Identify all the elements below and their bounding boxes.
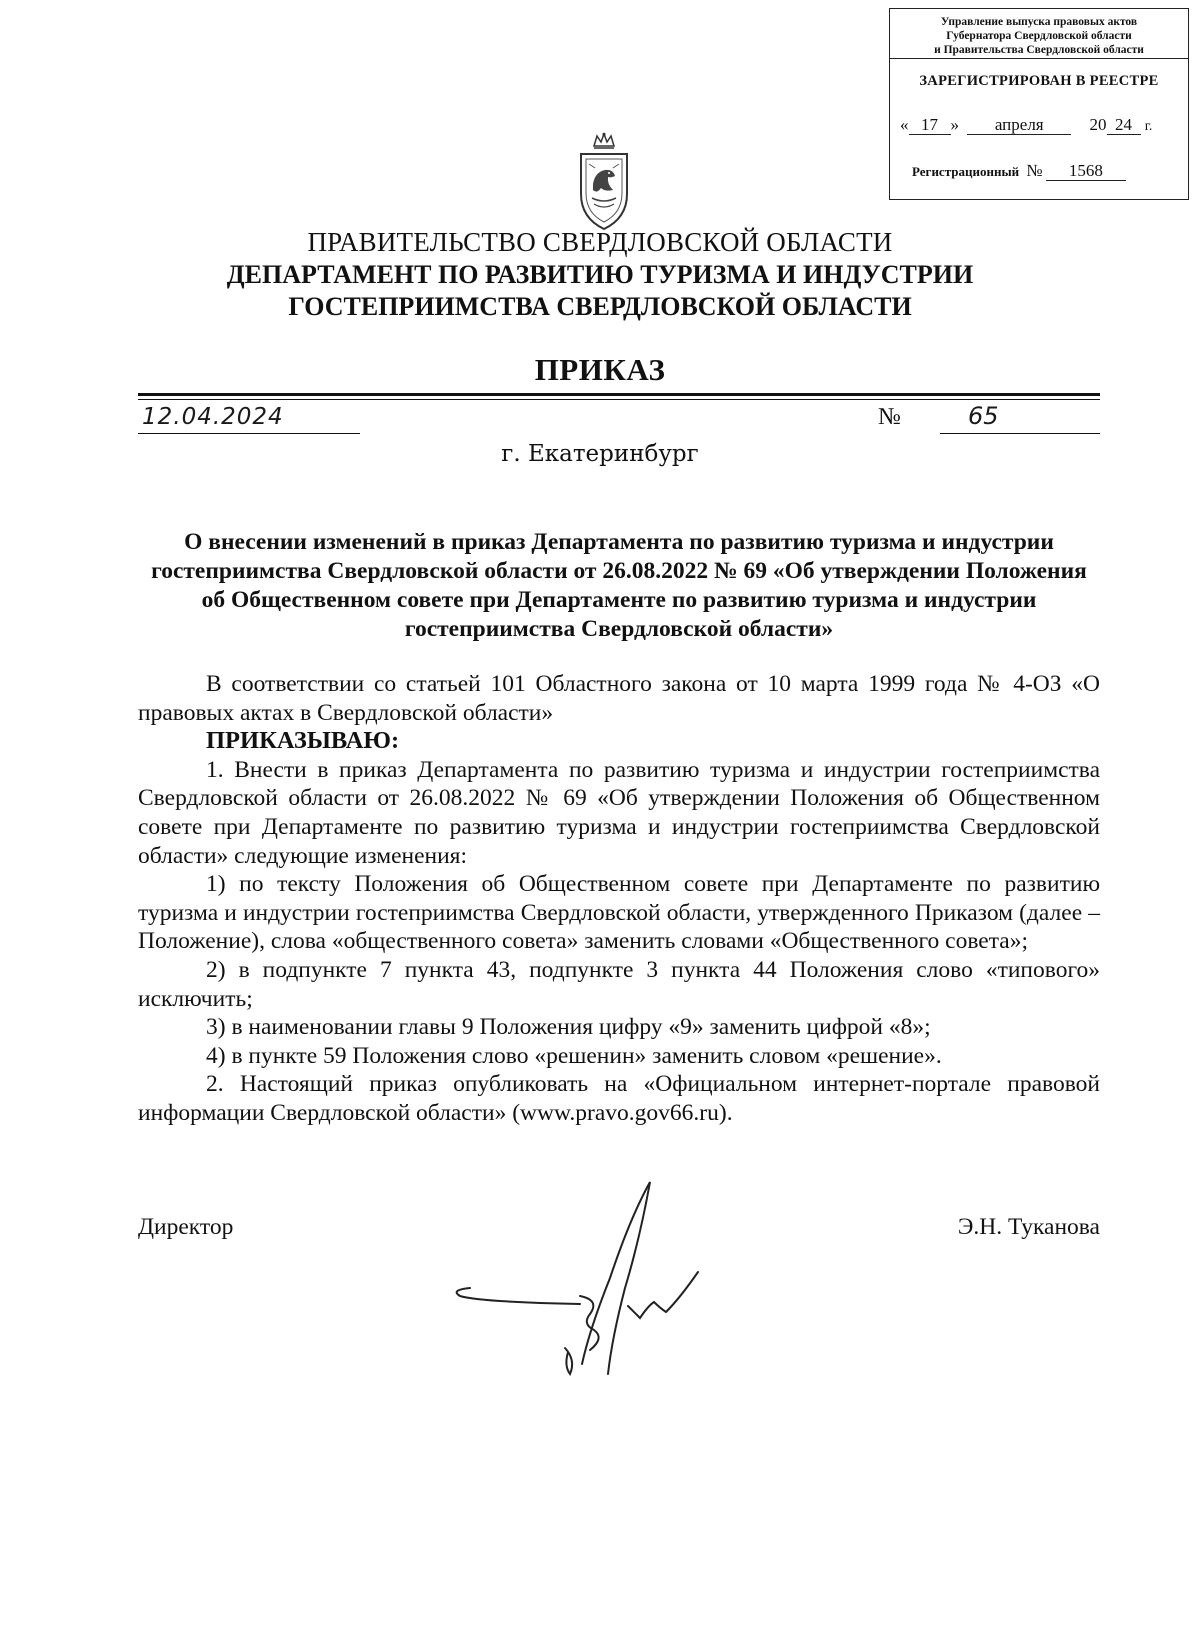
order-word: ПРИКАЗЫВАЮ: bbox=[206, 727, 400, 755]
item-1-subitem-1: 1) по тексту Положения об Общественном совете при Департаменте по развитию туризма и индустрии гостеприимства Свердловской области, утвержденного Приказом (далее – Положение), слова «общественного совета» заменить словами «Общественного совета»; bbox=[138, 871, 1100, 955]
department-title-line1: ДЕПАРТАМЕНТ ПО РАЗВИТИЮ ТУРИЗМА И ИНДУСТРИИ bbox=[226, 260, 974, 289]
stamp-number bbox=[912, 161, 1126, 181]
order-number-handwritten: 65 bbox=[968, 402, 999, 430]
stamp-registered-label: ЗАРЕГИСТРИРОВАН В РЕЕСТРЕ bbox=[919, 73, 1159, 89]
stamp-header bbox=[890, 9, 1188, 59]
stamp-header-line: Губернатора Свердловской области bbox=[946, 30, 1132, 42]
stamp-date-day: 17 bbox=[909, 116, 951, 135]
signatory-position: Директор bbox=[138, 1214, 234, 1240]
stamp-date-year-suffix: 24 bbox=[1107, 116, 1141, 135]
order-number-line bbox=[940, 433, 1100, 434]
stamp-number-label: Регистрационный bbox=[912, 164, 1020, 179]
order-number-label: № bbox=[878, 404, 901, 430]
registration-stamp bbox=[889, 8, 1189, 200]
item-2: 2. Настоящий приказ опубликовать на «Официальном интернет-портале правовой информации Свердловской области» (www.pravo.gov66.ru). bbox=[138, 1071, 1100, 1126]
item-1: 1. Внести в приказ Департамента по развитию туризма и индустрии гостеприимства Свердловской области от 26.08.2022 № 69 «Об утверждении Положения об Общественном совете при Департаменте по развитию туризма и индустрии гостеприимства Свердловской области» следующие изменения: bbox=[138, 756, 1100, 869]
header-rule-thick bbox=[138, 393, 1100, 396]
stamp-number-sign: № bbox=[1026, 161, 1043, 180]
stamp-date-close-quote: » bbox=[950, 115, 959, 134]
department-title-line2: ГОСТЕПРИИМСТВА СВЕРДЛОВСКОЙ ОБЛАСТИ bbox=[288, 292, 912, 321]
stamp-date-year-prefix: 20 bbox=[1089, 115, 1107, 134]
document-title: О внесении изменений в приказ Департамента по развитию туризма и индустрии гостеприимства Свердловской области от 26.08.2022 № 69 «Об утверждении Положения об Общественном совете при Департаменте по развитию туризма и индустрии гостеприимства Свердловской области» bbox=[151, 529, 1087, 642]
stamp-date bbox=[900, 115, 1182, 135]
document-type: ПРИКАЗ bbox=[534, 352, 666, 387]
signatory-name: Э.Н. Туканова bbox=[957, 1214, 1100, 1240]
stamp-number-value: 1568 bbox=[1046, 162, 1126, 181]
document-body bbox=[138, 670, 1100, 1128]
header-rule-thin bbox=[138, 399, 1100, 400]
order-date-line bbox=[138, 433, 360, 434]
stamp-date-year-abbr: г. bbox=[1144, 119, 1153, 134]
item-1-subitem-3: 3) в наименовании главы 9 Положения цифру «9» заменить цифрой «8»; bbox=[206, 1014, 931, 1041]
handwritten-signature-icon bbox=[440, 1178, 740, 1378]
order-date-handwritten: 12.04.2024 bbox=[142, 404, 284, 430]
coat-of-arms-icon bbox=[575, 132, 633, 232]
government-title: ПРАВИТЕЛЬСТВО СВЕРДЛОВСКОЙ ОБЛАСТИ bbox=[307, 227, 893, 257]
item-1-subitem-2: 2) в подпункте 7 пункта 43, подпункте 3 пункта 44 Положения слово «типового» исключить; bbox=[138, 956, 1100, 1012]
preamble-paragraph: В соответствии со статьей 101 Областного закона от 10 марта 1999 года № 4-ОЗ «О правовых актах в Свердловской области» bbox=[138, 671, 1100, 726]
stamp-date-open-quote: « bbox=[900, 115, 909, 134]
stamp-date-month: апреля bbox=[967, 116, 1071, 135]
order-city: г. Екатеринбург bbox=[501, 441, 699, 467]
stamp-header-line: Управление выпуска правовых актов bbox=[940, 16, 1138, 28]
item-1-subitem-4: 4) в пункте 59 Положения слово «решенин» заменить словом «решение». bbox=[206, 1042, 942, 1069]
stamp-header-line: и Правительства Свердловской области bbox=[934, 44, 1144, 56]
